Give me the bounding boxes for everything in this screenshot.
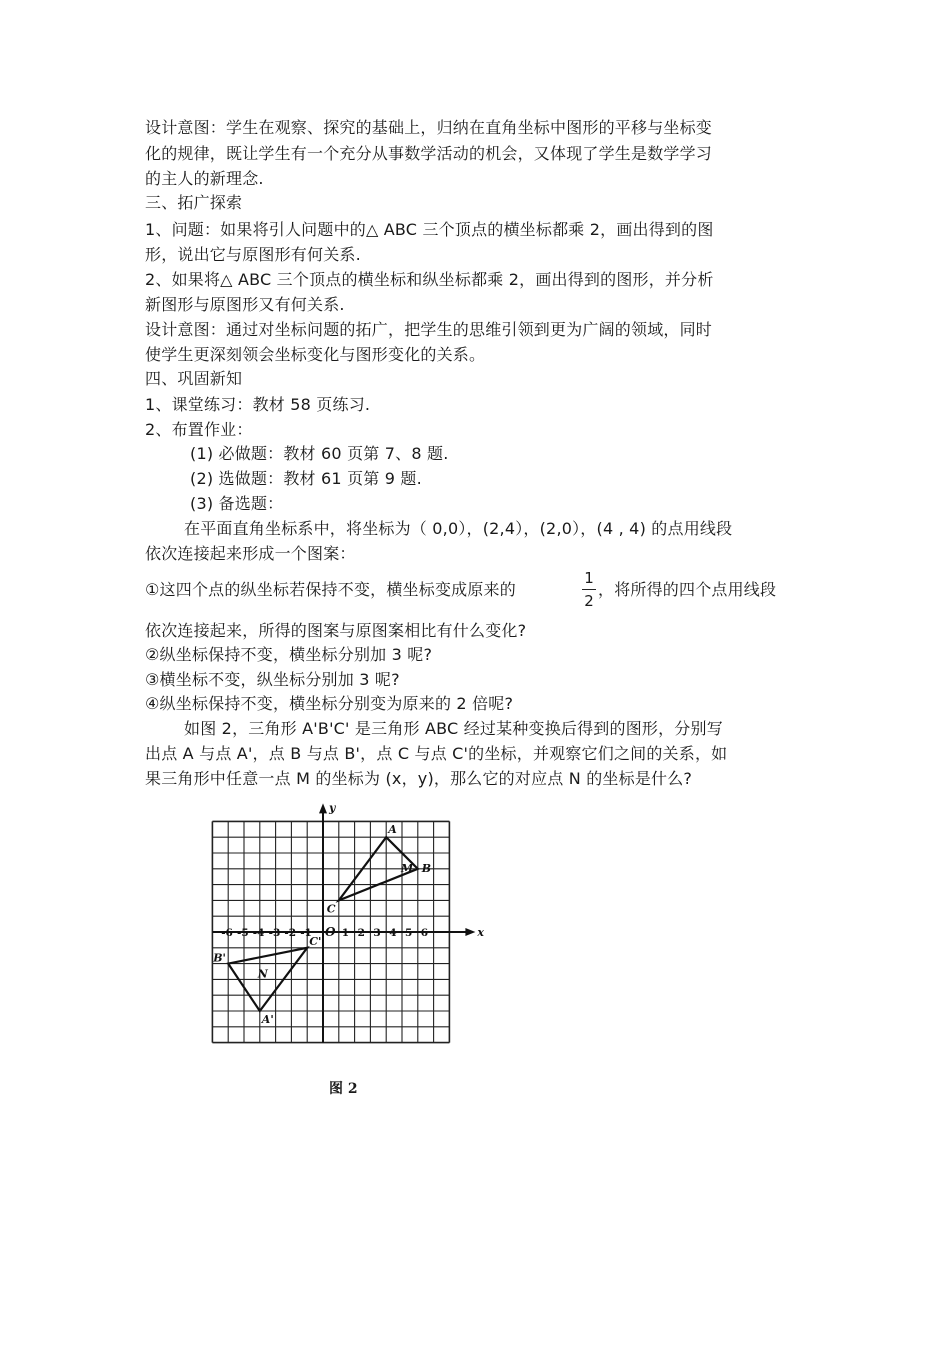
text-line: 新图形与原图形又有何关系. (145, 295, 345, 314)
section-heading: 三、拓广探索 (145, 193, 243, 212)
y-axis-arrow (319, 803, 327, 813)
x-axis-label: x (477, 926, 484, 939)
text-line: ，将所得的四个点用线段 (598, 580, 777, 599)
point-label: A (388, 823, 397, 837)
point-label: C' (309, 934, 322, 948)
x-tick-label: 4 (389, 927, 397, 939)
x-tick-label: 3 (373, 927, 381, 939)
x-tick-label: 6 (420, 927, 429, 939)
text-line: 形，说出它与原图形有何关系. (145, 245, 361, 264)
section-heading: 四、巩固新知 (145, 369, 243, 388)
text-line: 果三角形中任意一点 M 的坐标为 (x，y)，那么它的对应点 N 的坐标是什么? (145, 769, 693, 788)
point-label: B (421, 861, 432, 875)
text-line: 的主人的新理念. (145, 169, 264, 188)
text-line: 化的规律，既让学生有一个充分从事数学活动的机会，又体现了学生是数学学习 (145, 144, 713, 163)
x-tick-label: -1 (300, 927, 312, 939)
point-label: C (326, 902, 336, 916)
x-tick-label: -4 (252, 927, 265, 939)
text-line: 出点 A 与点 A'，点 B 与点 B'，点 C 与点 C'的坐标，并观察它们之间的关系，如 (145, 744, 728, 763)
text-line: ③横坐标不变，纵坐标分别加 3 呢? (145, 670, 400, 689)
origin-label: O (325, 925, 336, 939)
x-tick-label: 5 (405, 927, 413, 939)
text-line: 使学生更深刻领会坐标变化与图形变化的关系。 (145, 345, 486, 364)
text-line: 如图 2，三角形 A'B'C' 是三角形 ABC 经过某种变换后得到的图形，分别写 (184, 719, 723, 738)
point-label: N (257, 967, 268, 981)
point-label: B' (213, 951, 226, 965)
text-line: 设计意图：通过对坐标问题的拓广，把学生的思维引领到更为广阔的领域，同时 (145, 320, 713, 339)
text-line: 设计意图：学生在观察、探究的基础上，归纳在直角坐标中图形的平移与坐标变 (145, 118, 713, 137)
text-line: 1、课堂练习：教材 58 页练习. (145, 395, 371, 414)
fraction-numerator: 1 (584, 569, 594, 587)
text-line: ④纵坐标保持不变，横坐标分别变为原来的 2 倍呢? (145, 694, 514, 713)
fraction-denominator: 2 (584, 592, 594, 610)
x-tick-label: -2 (284, 927, 297, 939)
coordinate-figure (195, 800, 485, 1070)
point-label: A' (261, 1013, 274, 1026)
x-tick-label: -6 (221, 927, 233, 939)
x-tick-label: -3 (268, 927, 281, 939)
fraction-bar (582, 589, 596, 590)
text-line: 2、如果将△ ABC 三个顶点的横坐标和纵坐标都乘 2，画出得到的图形，并分析 (145, 270, 714, 289)
text-line: 1、问题：如果将引人问题中的△ ABC 三个顶点的横坐标都乘 2，画出得到的图 (145, 220, 714, 239)
point-label: M (401, 861, 414, 875)
y-axis-label: y (329, 801, 336, 815)
text-line: 在平面直角坐标系中，将坐标为（ 0,0），(2,4），(2,0），(4 , 4) 的点用线段 (184, 519, 733, 538)
x-axis-arrow (465, 928, 475, 936)
text-line: (2) 选做题：教材 61 页第 9 题. (190, 469, 422, 488)
text-line: 依次连接起来，所得的图案与原图案相比有什么变化? (145, 621, 527, 640)
text-line: 2、布置作业： (145, 420, 253, 439)
text-line: 依次连接起来形成一个图案： (145, 544, 356, 563)
x-tick-label: -5 (237, 927, 249, 939)
x-tick-label: 1 (341, 927, 350, 939)
text-line: (3) 备选题： (190, 494, 284, 513)
text-line: (1) 必做题：教材 60 页第 7、8 题. (190, 444, 449, 463)
x-tick-label: 2 (357, 927, 365, 939)
text-line: ②纵坐标保持不变，横坐标分别加 3 呢? (145, 645, 433, 664)
text-line: ①这四个点的纵坐标若保持不变，横坐标变成原来的 (145, 580, 516, 599)
figure-caption: 图 2 (329, 1081, 358, 1097)
